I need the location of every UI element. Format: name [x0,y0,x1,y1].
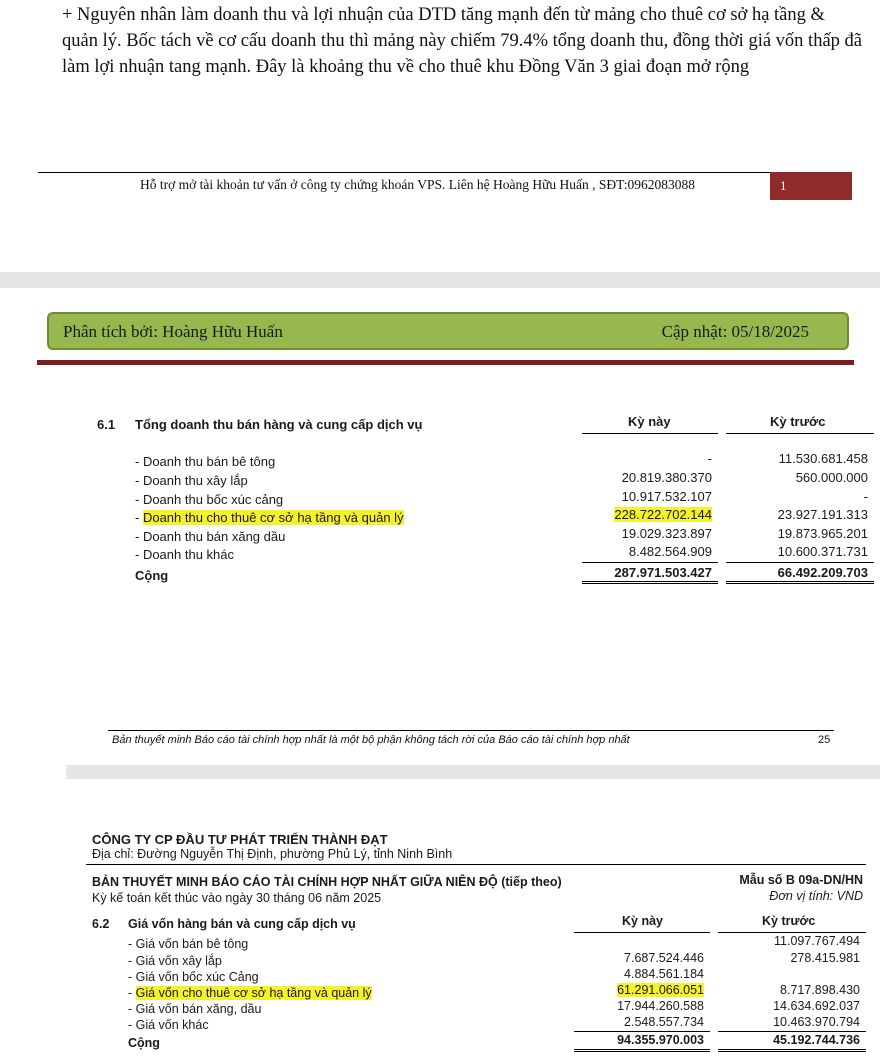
row-current: - [707,451,712,466]
col-rule [726,433,874,434]
footer-divider [38,172,808,173]
col-rule [582,433,718,434]
row-label: - Doanh thu khác [135,547,235,562]
row-label: - Doanh thu bán xăng dầu [135,529,286,544]
row-current: 8.482.564.909 [628,544,712,559]
subtotal-rule [582,562,718,563]
row-current: 2.548.557.734 [624,1015,704,1029]
row-current: 4.884.561.184 [624,967,704,981]
col-header-current: Kỳ này [622,914,663,928]
col-header-previous: Kỳ trước [770,414,826,429]
page-number: 25 [818,734,831,746]
subtotal-rule [574,1031,710,1032]
row-previous: 10.463.970.794 [773,1015,860,1029]
highlighted-value: 61.291.066.051 [617,983,704,997]
row-previous: 11.530.681.458 [778,451,868,466]
header-divider [86,864,866,865]
row-current: 19.029.323.897 [621,526,712,541]
currency-unit: Đơn vị tính: VND [769,889,863,903]
subtotal-rule [718,1031,866,1032]
highlighted-value: 228.722.702.144 [614,507,712,522]
row-label-highlighted: - Giá vốn cho thuê cơ sở hạ tầng và quản lý [128,986,372,1000]
total-double-rule [574,1049,710,1052]
total-current: 287.971.503.427 [614,565,712,580]
row-current-highlighted [614,507,712,522]
analysis-paragraph: + Nguyên nhân làm doanh thu và lợi nhuận của DTD tăng mạnh đến từ mảng cho thuê cơ sở hạ tầng & quản lý. Bốc tách về cơ cấu doanh thu thì mảng này chiếm 79.4% tổng doanh thu, đồng thời giá vốn thấp đã làm lợi nhuận tang mạnh. Đây là khoảng thu về cho thuê khu Đồng Văn 3 giai đoạn mở rộng [62,5,862,77]
row-previous: 19.873.965.201 [777,526,868,541]
page-separator [66,765,880,779]
section-number: 6.2 [92,917,110,931]
total-label: Cộng [135,568,169,583]
row-previous: 11.097.767.494 [774,934,860,948]
report-footer-note: Bản thuyết minh Báo cáo tài chính hợp nhất là một bộ phận không tách rời của Báo cáo tài chính hợp nhất [112,734,630,746]
footer-divider [108,730,834,731]
total-double-rule [726,581,874,584]
row-previous: 278.415.981 [790,951,860,965]
col-header-previous: Kỳ trước [762,914,816,928]
page-number: 1 [780,178,787,193]
row-label: - Giá vốn bán bê tông [128,937,249,951]
row-current: 17.944.260.588 [617,999,704,1013]
row-current: 7.687.524.446 [624,951,704,965]
row-previous: 14.634.692.037 [773,999,860,1013]
total-double-rule [718,1049,866,1052]
col-rule [718,932,866,933]
section-number: 6.1 [97,417,116,432]
highlighted-label: Giá vốn cho thuê cơ sở hạ tầng và quản lý [135,986,372,1000]
total-current: 94.355.970.003 [617,1033,704,1047]
row-current: 10.917.532.107 [621,489,712,504]
section-title: Giá vốn hàng bán và cung cấp dịch vụ [128,917,356,931]
row-previous: - [863,489,868,504]
row-current: 20.819.380.370 [621,470,712,485]
row-previous: 10.600.371.731 [777,544,868,559]
row-label: - Doanh thu bán bê tông [135,454,276,469]
row-label: - Giá vốn khác [128,1018,209,1032]
row-current-highlighted [617,983,704,997]
col-rule [574,932,710,933]
header-rule [37,360,854,365]
row-label: - Giá vốn bán xăng, dầu [128,1002,262,1016]
company-address: Địa chỉ: Đường Nguyễn Thị Định, phường Phủ Lý, tỉnh Ninh Bình [92,847,453,861]
row-label: - Giá vốn bốc xúc Cảng [128,970,259,984]
row-label: - Doanh thu xây lắp [135,473,248,488]
row-label: - Giá vốn xây lắp [128,954,222,968]
total-previous: 45.192.744.736 [773,1033,860,1047]
updated-date: Cập nhật: 05/18/2025 [661,322,809,341]
col-header-current: Kỳ này [628,414,671,429]
row-previous: 23.927.191.313 [777,507,868,522]
report-title: BẢN THUYẾT MINH BÁO CÁO TÀI CHÍNH HỢP NHẤT GIỮA NIÊN ĐỘ (tiếp theo) [92,875,562,889]
report-period: Kỳ kế toán kết thúc vào ngày 30 tháng 06 năm 2025 [92,891,382,905]
form-code: Mẫu số B 09a-DN/HN [739,873,863,887]
author-label: Phân tích bởi: Hoàng Hữu Huấn [63,322,283,341]
highlighted-label: Doanh thu cho thuê cơ sở hạ tầng và quản lý [142,510,404,525]
page-number-badge [770,172,852,200]
page-separator [0,272,880,288]
row-previous: 560.000.000 [795,470,868,485]
subtotal-rule [726,562,874,563]
total-previous: 66.492.209.703 [777,565,868,580]
row-previous: 8.717.898.430 [780,983,860,997]
total-double-rule [582,581,718,584]
total-label: Cộng [128,1036,160,1050]
row-label: - Doanh thu bốc xúc cảng [135,492,284,507]
row-label-highlighted: - Doanh thu cho thuê cơ sở hạ tầng và quản lý [135,510,404,525]
contact-footer: Hỗ trợ mở tài khoản tư vấn ở công ty chứng khoán VPS. Liên hệ Hoàng Hữu Huấn , SĐT:0962083088 [140,177,696,192]
analyst-header-box [47,312,849,350]
section-title: Tổng doanh thu bán hàng và cung cấp dịch vụ [135,417,423,432]
company-name: CÔNG TY CP ĐẦU TƯ PHÁT TRIỂN THÀNH ĐẠT [92,832,388,847]
